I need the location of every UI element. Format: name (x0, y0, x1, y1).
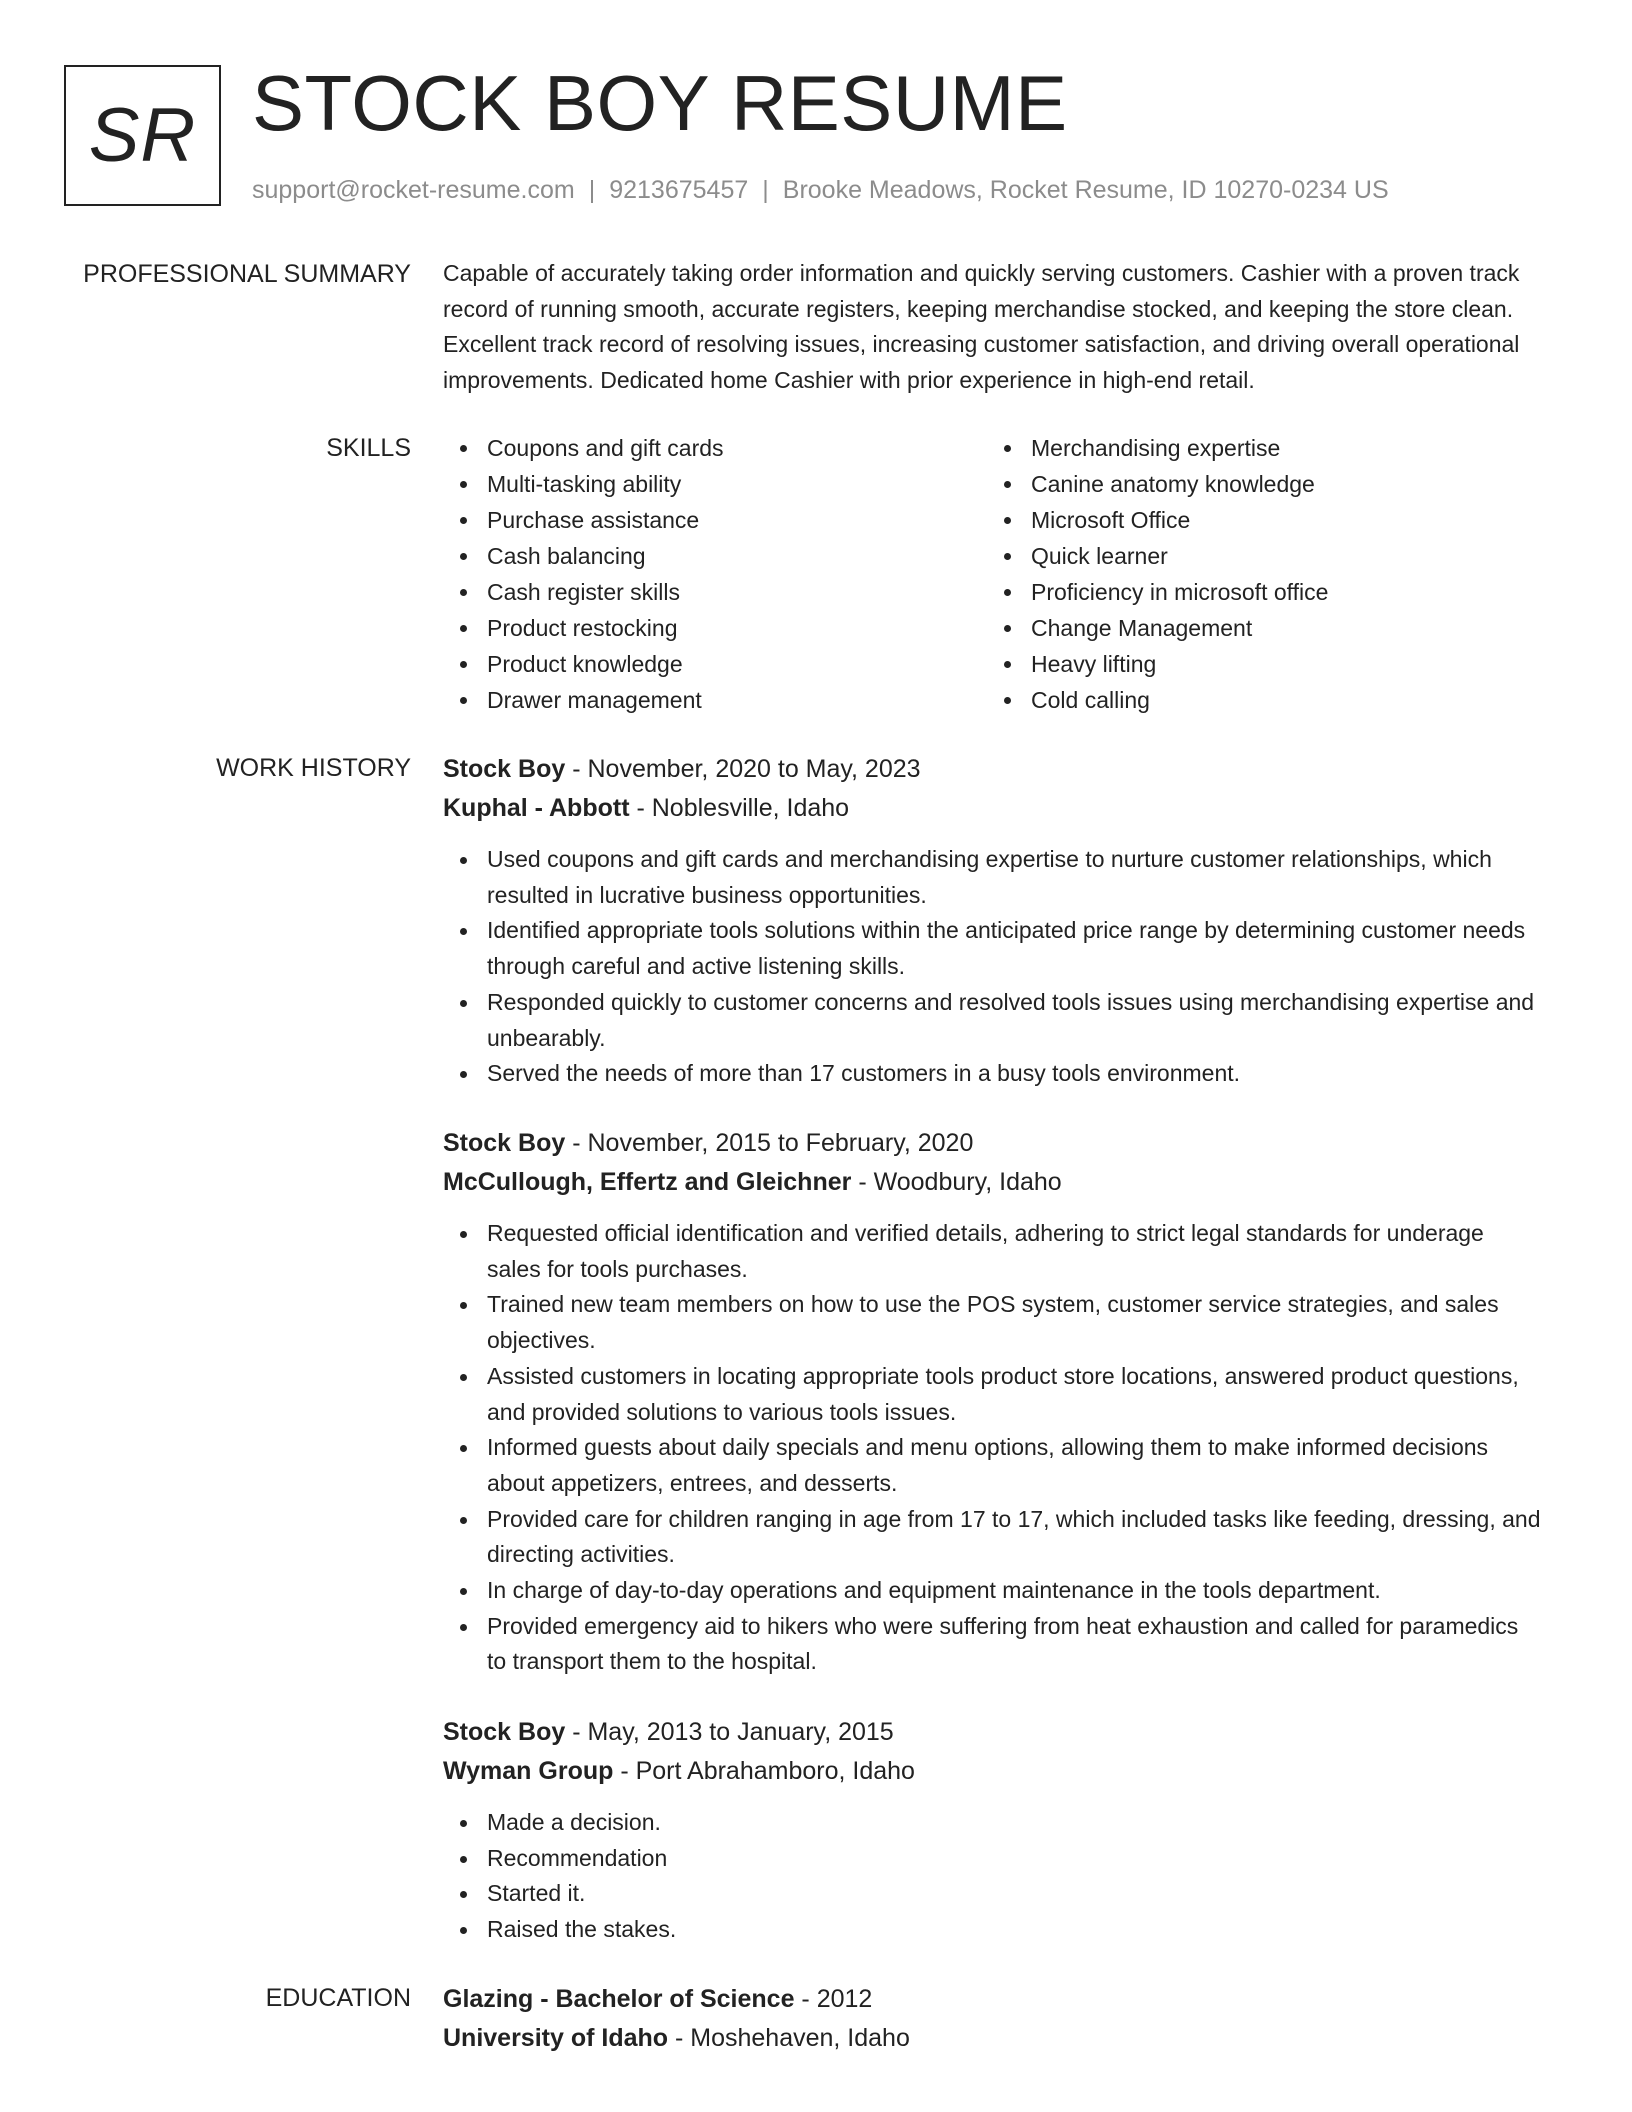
skill-item: Proficiency in microsoft office (987, 574, 1328, 610)
skill-item: Heavy lifting (987, 646, 1328, 682)
job-duty: Provided care for children ranging in age from 17 to 17, which included tasks like feeding, dressing, and directing activities. (443, 1502, 1543, 1573)
contact-phone[interactable]: 9213675457 (609, 176, 749, 204)
job-title: Stock Boy (443, 1129, 566, 1157)
skills-body (443, 430, 1543, 730)
job-company-line (443, 1752, 1543, 1791)
education-body (443, 1980, 1543, 2058)
summary-body (443, 256, 1543, 398)
job-location: - Port Abrahamboro, Idaho (613, 1757, 915, 1785)
section-heading-skills: SKILLS (326, 434, 411, 462)
education-school-line (443, 2019, 1543, 2058)
skill-item: Canine anatomy knowledge (987, 466, 1328, 502)
job-title: Stock Boy (443, 755, 566, 783)
education-degree: Glazing - Bachelor of Science (443, 1985, 795, 2013)
skill-item: Purchase assistance (443, 502, 724, 538)
job-dates: - November, 2015 to February, 2020 (565, 1129, 974, 1157)
contact-separator: | (762, 176, 769, 204)
skill-item: Coupons and gift cards (443, 430, 724, 466)
job-entry (443, 750, 1543, 1092)
skill-item: Change Management (987, 610, 1328, 646)
job-duty: Provided emergency aid to hikers who were suffering from heat exhaustion and called for paramedics to transport them to the hospital. (443, 1609, 1543, 1680)
contact-line (252, 172, 1389, 208)
education-year: - 2012 (794, 1985, 873, 2013)
education-school: University of Idaho (443, 2024, 669, 2052)
job-duty: Assisted customers in locating appropriate tools product store locations, answered product questions, and provided solutions to various tools issues. (443, 1359, 1543, 1430)
job-duty: Responded quickly to customer concerns and resolved tools issues using merchandising expertise and unbearably. (443, 985, 1543, 1056)
section-heading-summary: PROFESSIONAL SUMMARY (83, 260, 411, 288)
job-company: McCullough, Effertz and Gleichner (443, 1168, 852, 1196)
job-duties-list (443, 1805, 1543, 1948)
job-location: - Woodbury, Idaho (851, 1168, 1062, 1196)
job-dates: - November, 2020 to May, 2023 (565, 755, 921, 783)
resume-title: STOCK BOY RESUME (252, 59, 1068, 147)
section-heading-education: EDUCATION (265, 1984, 411, 2012)
job-duty: In charge of day-to-day operations and equipment maintenance in the tools department. (443, 1573, 1543, 1609)
skill-item: Cash register skills (443, 574, 724, 610)
contact-address: Brooke Meadows, Rocket Resume, ID 10270-0234 US (782, 176, 1389, 204)
job-location: - Noblesville, Idaho (629, 794, 850, 822)
job-duty: Made a decision. (443, 1805, 1543, 1841)
job-entry (443, 1713, 1543, 1948)
skill-item: Microsoft Office (987, 502, 1328, 538)
education-location: - Moshehaven, Idaho (668, 2024, 910, 2052)
job-duty: Raised the stakes. (443, 1912, 1543, 1948)
job-duty: Requested official identification and verified details, adhering to strict legal standards for underage sales for tools purchases. (443, 1216, 1543, 1287)
job-title-line (443, 1124, 1543, 1163)
job-duty: Served the needs of more than 17 customers in a busy tools environment. (443, 1056, 1543, 1092)
job-dates: - May, 2013 to January, 2015 (565, 1718, 894, 1746)
job-company-line (443, 1163, 1543, 1202)
section-heading-work-history: WORK HISTORY (216, 754, 411, 782)
job-company: Wyman Group (443, 1757, 614, 1785)
job-duty: Started it. (443, 1876, 1543, 1912)
job-title: Stock Boy (443, 1718, 566, 1746)
skill-item: Quick learner (987, 538, 1328, 574)
education-degree-line (443, 1980, 1543, 2019)
job-duty: Identified appropriate tools solutions within the anticipated price range by determining customer needs through careful and active listening skills. (443, 913, 1543, 984)
monogram-box (64, 65, 221, 206)
skill-item: Drawer management (443, 682, 724, 718)
job-duties-list (443, 1216, 1543, 1680)
job-title-line (443, 1713, 1543, 1752)
contact-separator: | (588, 176, 596, 204)
job-duties-list (443, 842, 1543, 1092)
skills-list-right (987, 430, 1328, 718)
job-duty: Informed guests about daily specials and menu options, allowing them to make informed decisions about appetizers, entrees, and desserts. (443, 1430, 1543, 1501)
skill-item: Product knowledge (443, 646, 724, 682)
contact-email[interactable]: support@rocket-resume.com (252, 176, 575, 204)
skill-item: Multi-tasking ability (443, 466, 724, 502)
summary-text: Capable of accurately taking order information and quickly serving customers. Cashier with a proven track record of running smooth, accurate registers, keeping merchandise stocked, and keeping the store clean. Excellent track record of resolving issues, increasing customer satisfaction, and driving overall operational improvements. Dedicated home Cashier with prior experience in high-end retail. (443, 260, 1520, 393)
job-duty: Trained new team members on how to use the POS system, customer service strategies, and sales objectives. (443, 1287, 1543, 1358)
job-company: Kuphal - Abbott (443, 794, 630, 822)
skills-list-left (443, 430, 724, 718)
job-company-line (443, 789, 1543, 828)
monogram-initials: SR (88, 93, 197, 178)
skill-item: Cold calling (987, 682, 1328, 718)
skill-item: Cash balancing (443, 538, 724, 574)
job-title-line (443, 750, 1543, 789)
job-duty: Used coupons and gift cards and merchandising expertise to nurture customer relationships, which resulted in lucrative business opportunities. (443, 842, 1543, 913)
skill-item: Merchandising expertise (987, 430, 1328, 466)
job-duty: Recommendation (443, 1841, 1543, 1877)
skill-item: Product restocking (443, 610, 724, 646)
job-entry (443, 1124, 1543, 1680)
